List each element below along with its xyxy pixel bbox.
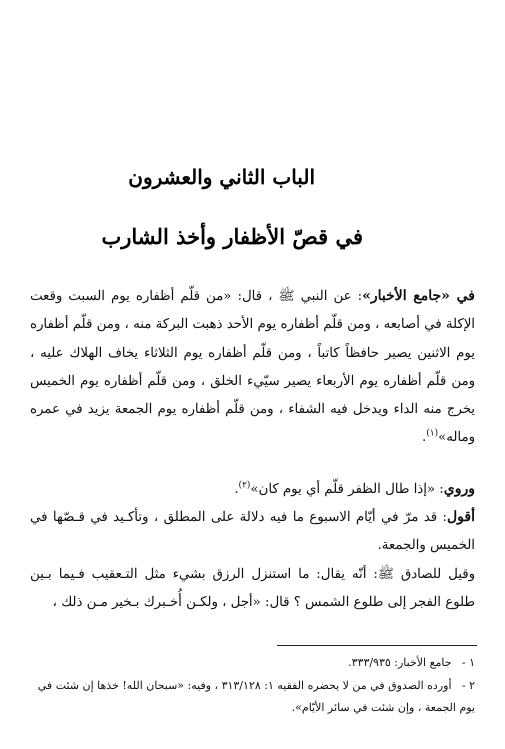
paragraph-end: . [421,430,427,446]
paragraph-lead: في «جامع الأخبار» [362,288,475,304]
chapter-title: الباب الثاني والعشرون [128,165,315,189]
paragraph-end: . [234,482,239,497]
paragraph-text: : قد مرّ في أيّام الاسبوع ما فيه دلالة على المطلق ، وتأكـيد في قـصّها في الخميس والجمعة. [30,510,475,554]
paragraph-jami-al-akhbar [30,282,475,453]
footnote-ref-1: (١) [426,429,439,440]
paragraph-lead: أقول [447,509,475,525]
footnote-text: أورده الصدوق في من لا يحضره الفقيه ١: ٣١٣/١٢٨ ، وفيه: «سبحان الله! خذها إن شئت في يوم الجمعة ، وإن شئت في سائر الأيّام». [37,679,475,714]
paragraph-aqulu [30,503,475,561]
paragraph-text: : عن النبي ﷺ ، قال: «من قلّم أظفاره يوم السبت وقعت الإكلة في أصابعه ، ومن قلّم أظفاره يوم الأحد ذهبت البركة منه ، ومن قلّم أظفاره يوم الاثنين يصير حافظاً كاتباً ، ومن قلّم أظفاره يوم الثلاثاء يخاف الهلاك عليه ، ومن قلّم أظفاره يوم الأربعاء يصير سيّيء الخلق ، ومن قلّم أظفاره يوم الخميس يخرج منه الداء ويدخل فيه الشفاء ، ومن قلّم أظفاره يوم الجمعة يزيد في عمره وماله» [30,289,475,446]
paragraph-text: : «إذا طال الظفر قلّم أي يوم كان» [250,482,444,497]
footnote-number: ٢ - [461,679,475,692]
footnote-1 [30,652,475,674]
footnote-text: جامع الأخبار: ٣٣٣/٩٣٥. [348,656,452,669]
footnote-number: ١ - [461,656,475,669]
paragraph-al-sadiq [30,561,475,618]
footnote-divider [277,645,477,646]
paragraph-text: وقيل للصادق ﷺ: أنّه يقال: ما استنزل الرزق بشيء مثل التـعقيب فـيما بـين طلوع الفجر إلى طلوع الشمس ؟ قال: «أجل ، ولكـن أُخـبرك بـخير مـن ذلك ، [30,567,475,611]
footnote-2 [30,675,475,719]
paragraph-lead: وروي [443,481,475,497]
paragraph-wa-ruwiya [30,475,475,504]
footnote-ref-2: (٢) [238,480,251,491]
section-title: في قصّ الأظفار وأخذ الشارب [101,224,363,249]
